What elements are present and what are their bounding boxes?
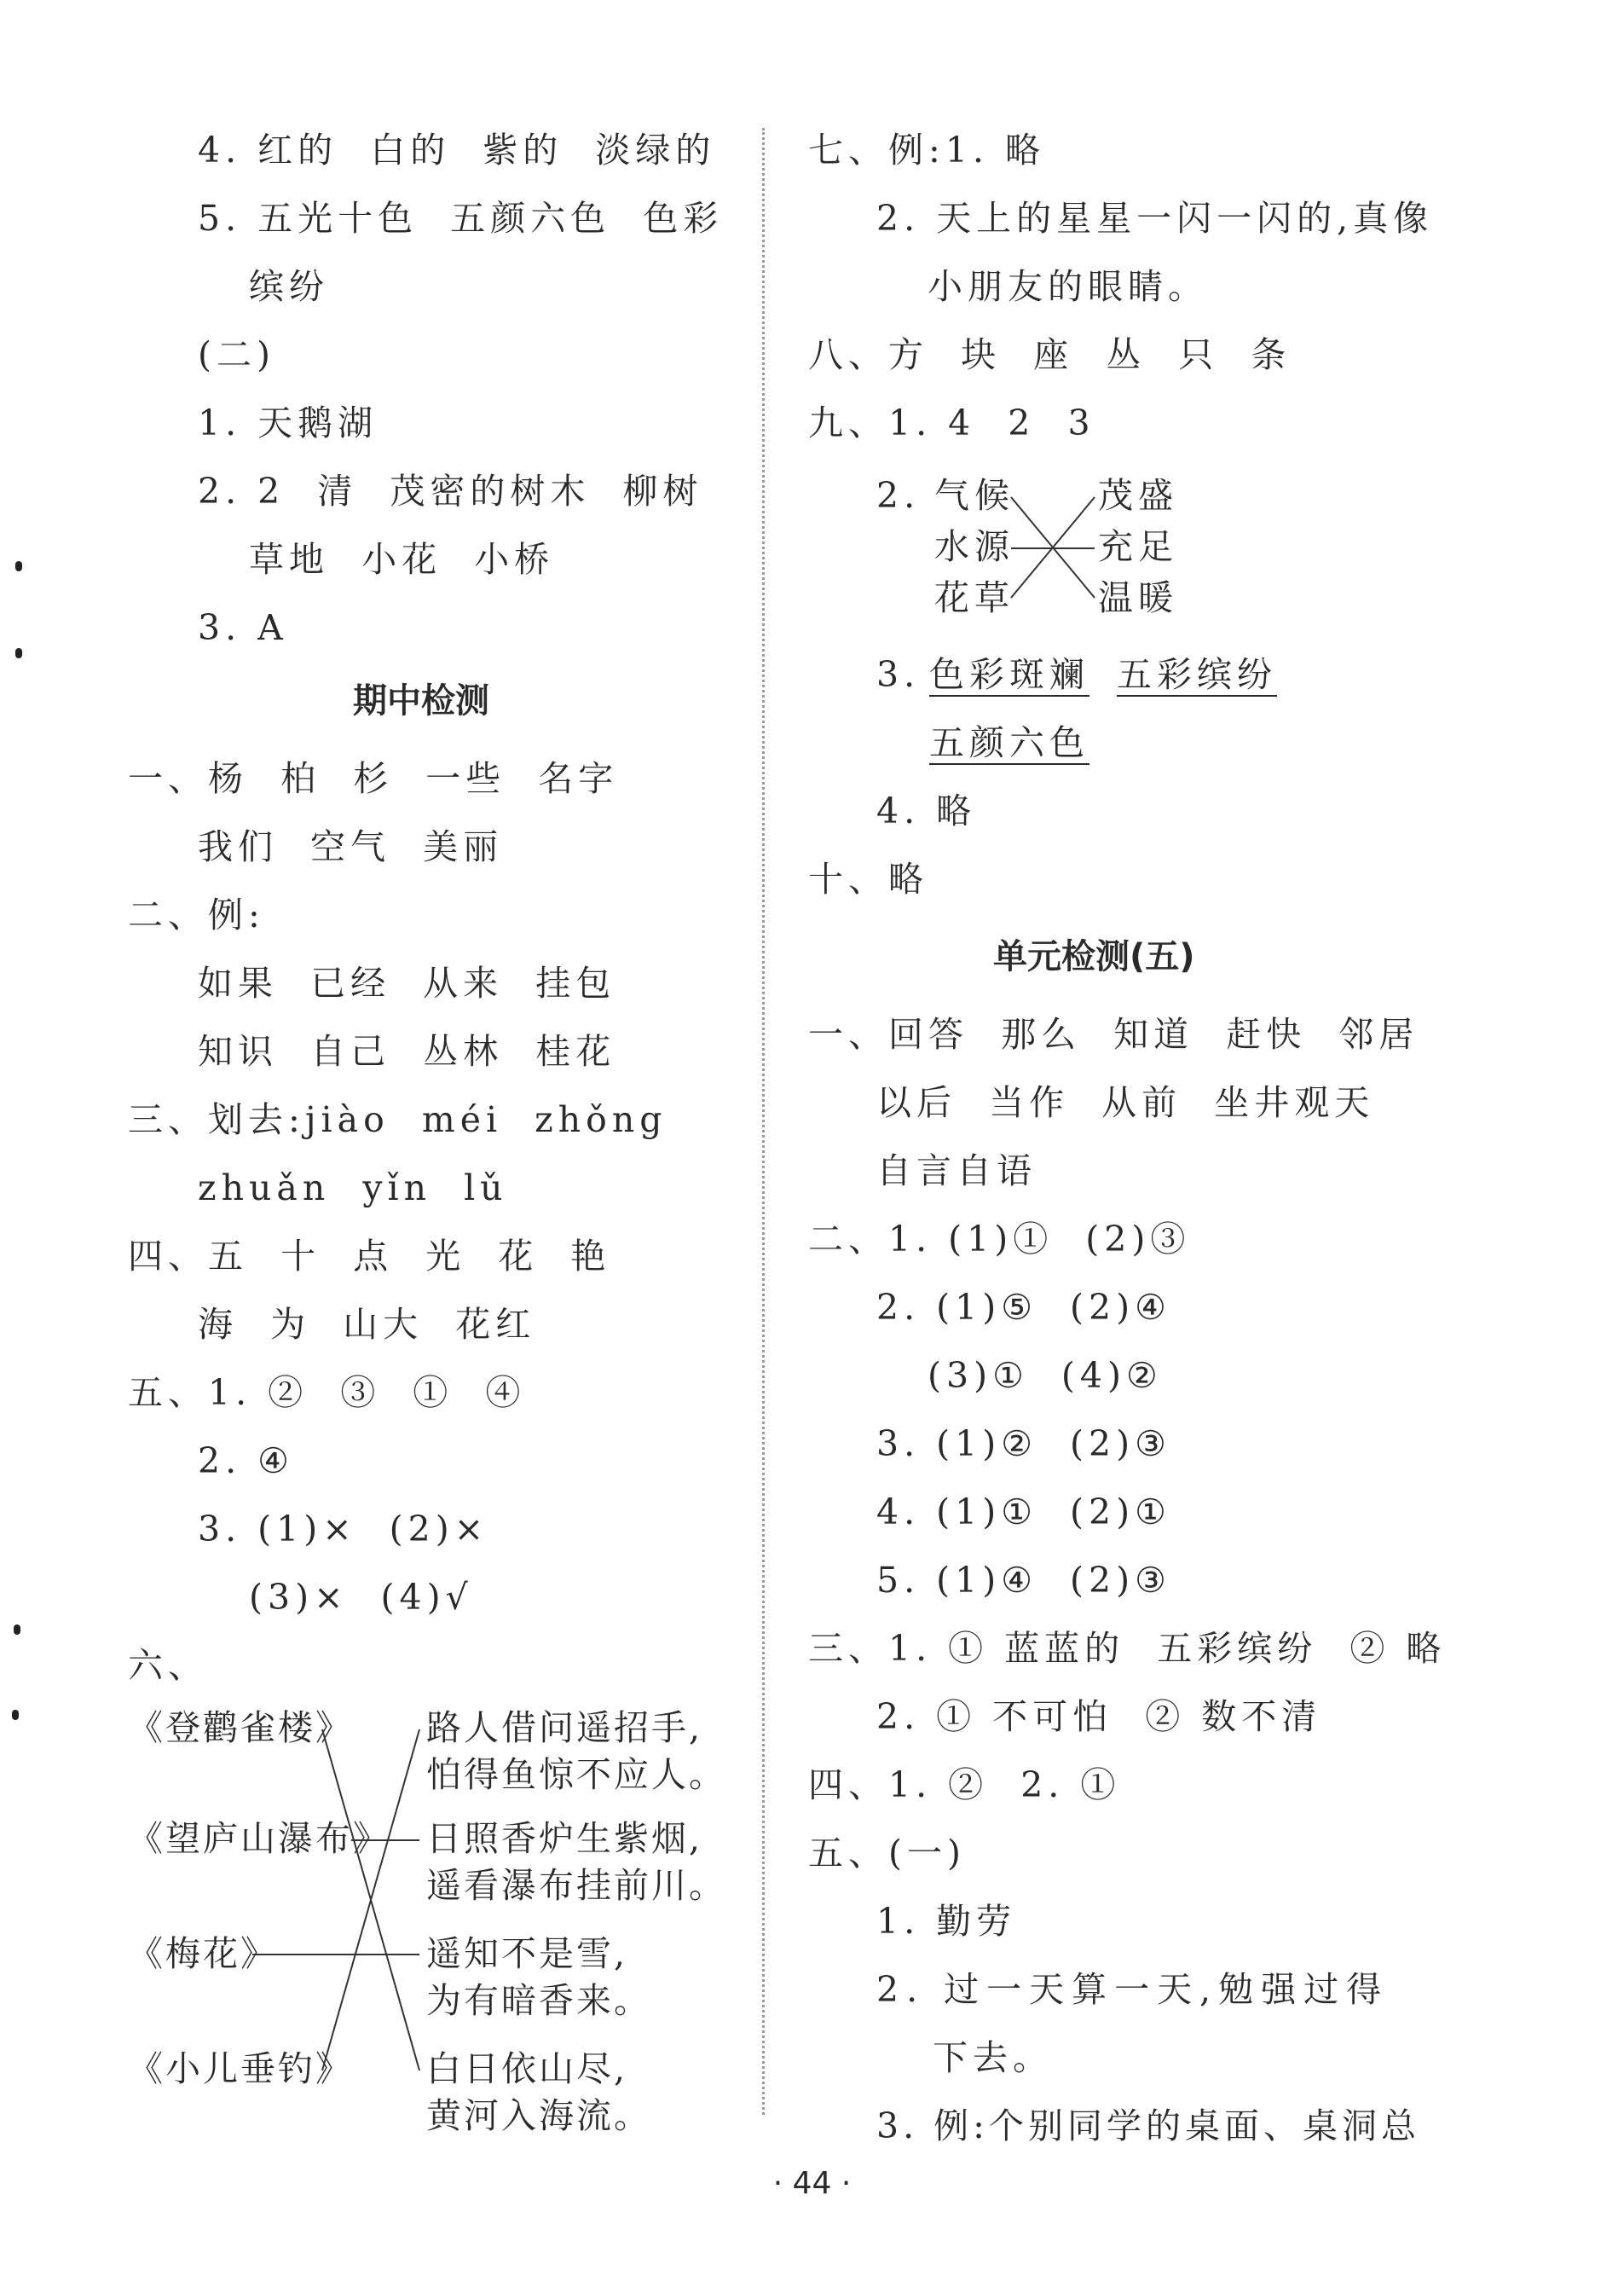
answer-line: 2. (1)⑤ (2)④ — [876, 1287, 1171, 1328]
answer-line: 3. (1)× (2)× — [198, 1509, 489, 1549]
answer-line: 一、杨 柏 杉 一些 名字 — [128, 758, 619, 799]
item-number: 2. — [876, 475, 921, 516]
poem-verse: 为有暗香来。 — [426, 1980, 651, 2021]
match-left-word: 气候 — [934, 475, 1014, 516]
poem-verse: 白日依山尽, — [426, 2048, 628, 2089]
match-right-word: 茂盛 — [1098, 475, 1178, 516]
answer-line: 自言自语 — [876, 1150, 1037, 1191]
poem-verse: 遥看瀑布挂前川。 — [426, 1865, 726, 1906]
answer-line: 5. (1)④ (2)③ — [876, 1560, 1171, 1601]
answer-line: 草地 小花 小桥 — [249, 539, 555, 580]
answer-line: 以后 当作 从前 坐井观天 — [876, 1082, 1375, 1123]
answer-line: (二) — [198, 334, 275, 375]
answer-line: 下去。 — [933, 2037, 1053, 2078]
answer-line: 2. ① 不可怕 ② 数不清 — [876, 1696, 1322, 1737]
underlined-answer: 色彩斑斓 — [929, 654, 1089, 695]
margin-mark — [15, 561, 22, 571]
poem-title: 《梅花》 — [128, 1933, 278, 1974]
answer-line: 缤纷 — [249, 266, 329, 307]
poem-verse: 日照香炉生紫烟, — [426, 1818, 703, 1859]
answer-line: 五、(一) — [808, 1833, 966, 1874]
section-heading-unit5: 单元检测(五) — [993, 937, 1195, 976]
poem-verse: 黄河入海流。 — [426, 2095, 651, 2136]
page-number: · 44 · — [772, 2166, 852, 2201]
answer-line: 4. 略 — [876, 791, 977, 831]
answer-line: 一、回答 那么 知道 赶快 邻居 — [808, 1014, 1419, 1055]
match-left-word: 花草 — [934, 577, 1014, 618]
answer-line: (3)× (4)√ — [249, 1577, 473, 1618]
answer-line: 小朋友的眼睛。 — [928, 266, 1208, 307]
answer-line: 3. (1)② (2)③ — [876, 1423, 1171, 1464]
answer-line: 知识 自己 丛林 桂花 — [198, 1031, 616, 1072]
answer-line: 2. 2 清 茂密的树木 柳树 — [198, 471, 703, 512]
answer-line: 我们 空气 美丽 — [198, 826, 504, 867]
answer-line: 四、1. ② 2. ① — [808, 1764, 1121, 1805]
column-divider — [762, 128, 765, 2115]
underlined-answer: 五颜六色 — [929, 722, 1089, 763]
answer-line: 二、例: — [128, 895, 265, 935]
answer-line: 九、1. 4 2 3 — [808, 402, 1095, 443]
answer-line: 5. 五光十色 五颜六色 色彩 — [198, 198, 724, 239]
poem-title: 《望庐山瀑布》 — [128, 1818, 390, 1859]
answer-line: 1. 勤劳 — [876, 1901, 1017, 1942]
answer-line: 三、划去:jiào méi zhǒng — [128, 1099, 668, 1140]
answer-line: 3. A — [198, 607, 288, 648]
underlined-answer: 五彩缤纷 — [1117, 654, 1277, 695]
poem-verse: 遥知不是雪, — [426, 1933, 628, 1974]
answer-line: 4. (1)① (2)① — [876, 1491, 1171, 1532]
answer-line: 海 为 山大 花红 — [198, 1304, 536, 1345]
answer-line: 二、1. (1)① (2)③ — [808, 1219, 1191, 1260]
margin-mark — [12, 1710, 19, 1720]
match-right-word: 充足 — [1098, 526, 1178, 567]
answer-line: 2. 天上的星星一闪一闪的,真像 — [876, 198, 1434, 239]
answer-line: 六、 — [128, 1645, 208, 1686]
answer-line: 八、方 块 座 丛 只 条 — [808, 334, 1292, 375]
answer-line: 2. ④ — [198, 1440, 294, 1481]
answer-line: 七、例:1. 略 — [808, 130, 1045, 171]
answer-line: 1. 天鹅湖 — [198, 402, 379, 443]
poem-verse: 怕得鱼惊不应人。 — [426, 1754, 726, 1795]
section-heading-midterm: 期中检测 — [353, 681, 489, 721]
margin-mark — [15, 648, 22, 658]
answer-line: (3)① (4)② — [928, 1355, 1163, 1396]
match-right-word: 温暖 — [1098, 577, 1178, 618]
answer-line: 五、1. ② ③ ① ④ — [128, 1372, 526, 1413]
answer-line: zhuǎn yǐn lǔ — [198, 1167, 508, 1208]
answer-line: 四、五 十 点 光 花 艳 — [128, 1236, 611, 1277]
poem-title: 《小儿垂钓》 — [128, 2048, 353, 2089]
poem-verse: 路人借问遥招手, — [426, 1707, 703, 1748]
answer-line: 三、1. ① 蓝蓝的 五彩缤纷 ② 略 — [808, 1628, 1447, 1669]
answer-line: 2. 过一天算一天,勉强过得 — [876, 1969, 1390, 2010]
item-number: 3. — [876, 654, 921, 695]
answer-line: 十、略 — [808, 859, 928, 900]
margin-mark — [14, 1624, 20, 1635]
match-left-word: 水源 — [934, 526, 1014, 567]
answer-line: 4. 红的 白的 紫的 淡绿的 — [198, 130, 716, 171]
poem-title: 《登鹳雀楼》 — [128, 1707, 353, 1748]
answer-line: 如果 已经 从来 挂包 — [198, 963, 616, 1004]
answer-line: 3. 例:个别同学的桌面、桌洞总 — [876, 2105, 1420, 2146]
